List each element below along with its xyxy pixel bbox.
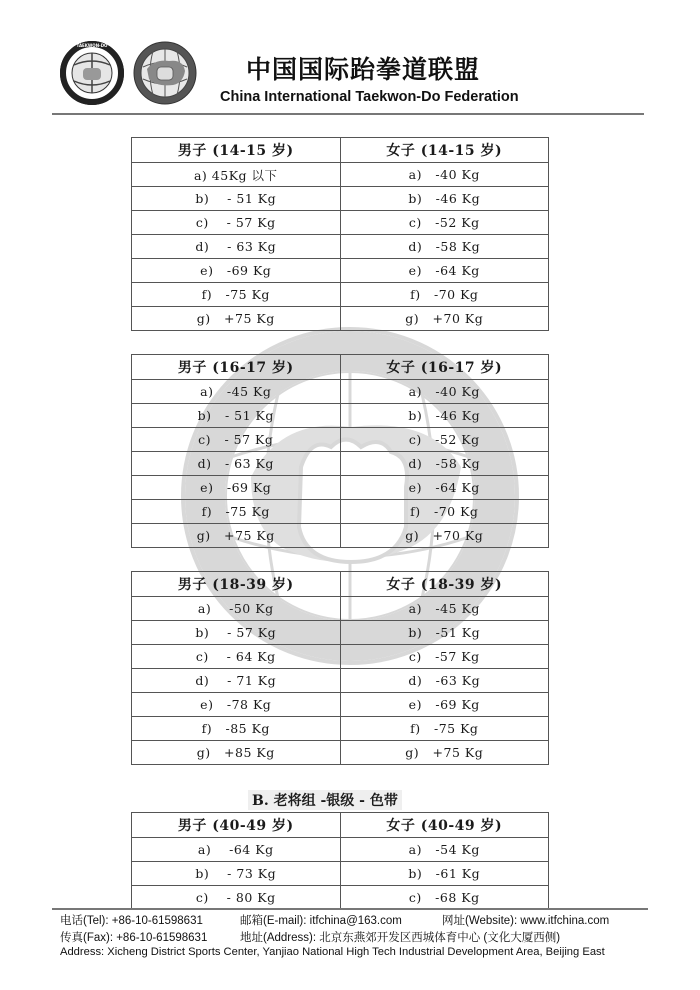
footer-address-en: Address: Xicheng District Sports Center, Yanjiao National High Tech Industrial Development Area, Beijing East bbox=[60, 946, 605, 958]
svg-text:TAEKWON-DO: TAEKWON-DO bbox=[76, 43, 108, 48]
table-row: g) +75 Kg g) +70 Kg bbox=[132, 307, 549, 331]
footer-tel: 电话(Tel): +86-10-61598631 bbox=[60, 915, 203, 927]
table-row: g) +85 Kg g) +75 Kg bbox=[132, 741, 549, 765]
footer-address-cn: 地址(Address): 北京东燕郊开发区西城体育中心 (文化大厦西侧) bbox=[240, 932, 561, 944]
footer-line-1 bbox=[60, 912, 660, 928]
china-itf-globe-logo-icon bbox=[133, 41, 197, 105]
female-header: 女子 (14-15 岁) bbox=[340, 138, 549, 163]
male-header: 男子 (16-17 岁) bbox=[132, 355, 341, 380]
table-row: c) - 64 Kg c) -57 Kg bbox=[132, 645, 549, 669]
table-row: b) - 51 Kg b) -46 Kg bbox=[132, 187, 549, 211]
table-row: e) -69 Kg e) -64 Kg bbox=[132, 476, 549, 500]
footer-website: 网址(Website): www.itfchina.com bbox=[442, 915, 610, 927]
header-divider bbox=[52, 113, 644, 115]
table-row: c) - 57 Kg c) -52 Kg bbox=[132, 211, 549, 235]
weight-table-16-17 bbox=[131, 354, 549, 548]
section-b-title: B. 老将组 -银级 - 色带 bbox=[248, 790, 402, 810]
organization-title-chinese: 中国国际跆拳道联盟 bbox=[246, 55, 481, 84]
female-header: 女子 (40-49 岁) bbox=[340, 813, 549, 838]
organization-title-english: China International Taekwon-Do Federation bbox=[220, 89, 519, 105]
table-row: b) - 51 Kg b) -46 Kg bbox=[132, 404, 549, 428]
table-row: e) -69 Kg e) -64 Kg bbox=[132, 259, 549, 283]
table-row: f) -75 Kg f) -70 Kg bbox=[132, 283, 549, 307]
footer-line-2 bbox=[60, 929, 660, 945]
table-row: a) -50 Kg a) -45 Kg bbox=[132, 597, 549, 621]
footer-email: 邮箱(E-mail): itfchina@163.com bbox=[240, 915, 402, 927]
female-header: 女子 (16-17 岁) bbox=[340, 355, 549, 380]
female-header: 女子 (18-39 岁) bbox=[340, 572, 549, 597]
footer-fax: 传真(Fax): +86-10-61598631 bbox=[60, 932, 208, 944]
footer-divider bbox=[52, 908, 648, 910]
table-row: d) - 63 Kg d) -58 Kg bbox=[132, 235, 549, 259]
table-row: c) - 57 Kg c) -52 Kg bbox=[132, 428, 549, 452]
table-row: d) - 71 Kg d) -63 Kg bbox=[132, 669, 549, 693]
weight-table-40-49 bbox=[131, 812, 549, 910]
table-row: a) -64 Kg a) -54 Kg bbox=[132, 838, 549, 862]
weight-table-18-39 bbox=[131, 571, 549, 765]
table-row: e) -78 Kg e) -69 Kg bbox=[132, 693, 549, 717]
table-row: f) -85 Kg f) -75 Kg bbox=[132, 717, 549, 741]
table-row: b) - 73 Kg b) -61 Kg bbox=[132, 862, 549, 886]
table-row: b) - 57 Kg b) -51 Kg bbox=[132, 621, 549, 645]
table-row: a) -45 Kg a) -40 Kg bbox=[132, 380, 549, 404]
weight-table-14-15 bbox=[131, 137, 549, 331]
itf-federation-logo-icon bbox=[60, 41, 124, 105]
table-row: d) - 63 Kg d) -58 Kg bbox=[132, 452, 549, 476]
table-row: g) +75 Kg g) +70 Kg bbox=[132, 524, 549, 548]
male-header: 男子 (40-49 岁) bbox=[132, 813, 341, 838]
table-row: f) -75 Kg f) -70 Kg bbox=[132, 500, 549, 524]
table-row: c) - 80 Kg c) -68 Kg bbox=[132, 886, 549, 910]
male-header: 男子 (14-15 岁) bbox=[132, 138, 341, 163]
table-row: a) 45Kg 以下 a) -40 Kg bbox=[132, 163, 549, 187]
male-header: 男子 (18-39 岁) bbox=[132, 572, 341, 597]
